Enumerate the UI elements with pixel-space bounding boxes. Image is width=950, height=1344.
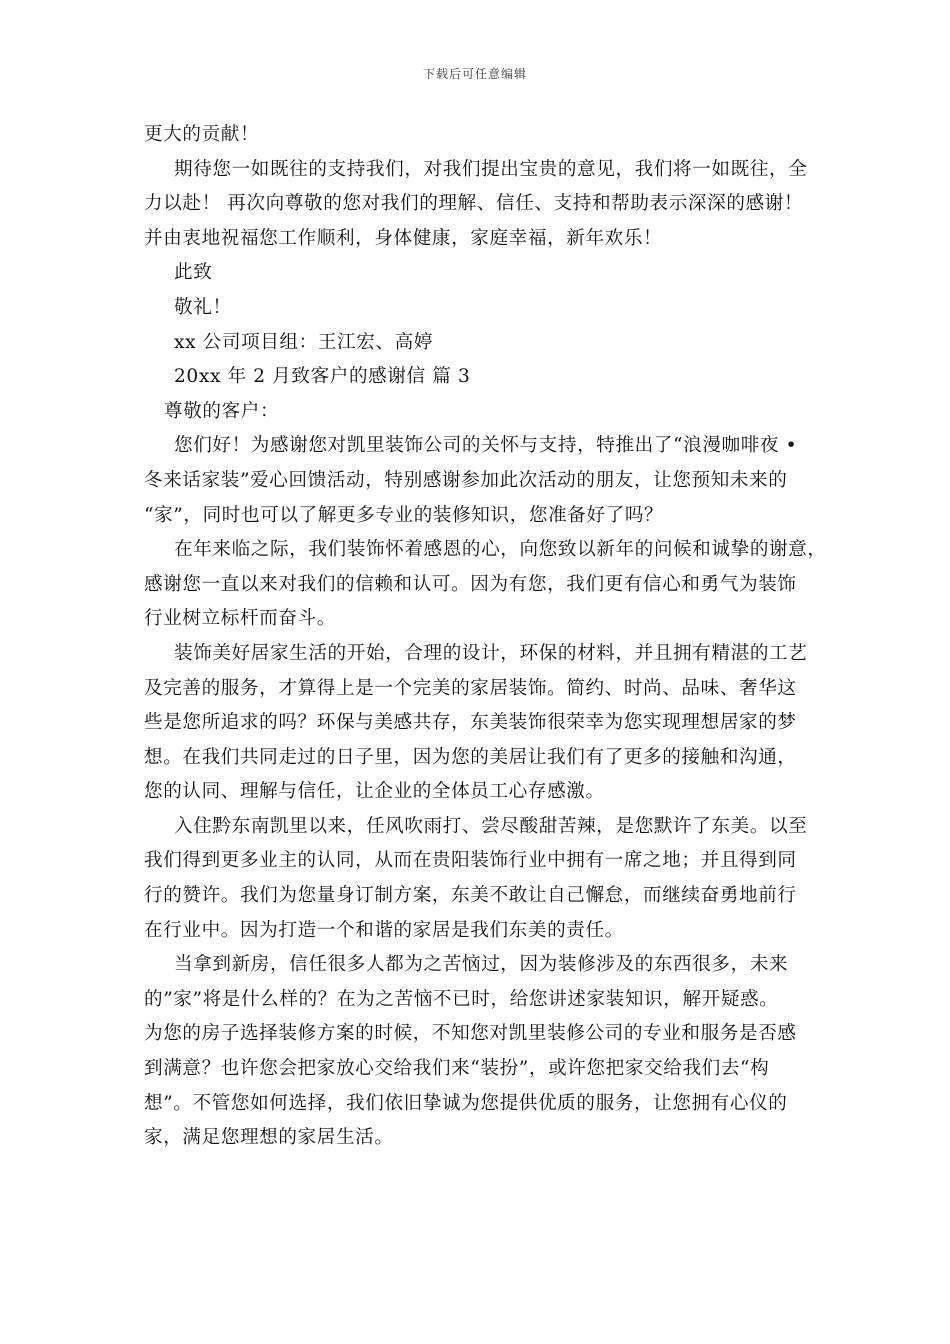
text-line: 行业树立标杆而奋斗。	[144, 608, 336, 630]
page-header: 下载后可任意编辑	[422, 67, 527, 81]
text-line: 您的认同、理解与信任，让企业的全体员工心存感激。	[144, 781, 605, 803]
text-line: 些是您所追求的吗？环保与美感共存，东美装饰很荣幸为您实现理想居家的梦	[144, 712, 797, 734]
text-line: “家”，同时也可以了解更多专业的装修知识，您准备好了吗？	[144, 504, 664, 526]
text-line: 的”家”将是什么样的？在为之苦恼不已时，给您讲述家装知识，解开疑惑。	[144, 988, 779, 1010]
text-line: 在行业中。因为打造一个和谐的家居是我们东美的责任。	[144, 919, 624, 941]
text-line: 更大的贡献！	[144, 124, 260, 145]
text-line: 力以赴！ 再次向尊敬的您对我们的理解、信任、支持和帮助表示深深的感谢！	[144, 193, 804, 215]
text-line: 当拿到新房，信任很多人都为之苦恼过，因为装修涉及的东西很多，未来	[174, 954, 789, 976]
text-line: 并由衷地祝福您工作顺利，身体健康，家庭幸福，新年欢乐！	[144, 227, 663, 249]
text-line: 想。在我们共同走过的日子里，因为您的美居让我们有了更多的接触和沟通，	[144, 746, 797, 768]
text-line: 期待您一如既往的支持我们，对我们提出宝贵的意见，我们将一如既往，全	[174, 158, 808, 180]
text-line: 此致	[174, 262, 213, 284]
text-line: 我们得到更多业主的认同，从而在贵阳装饰行业中拥有一席之地；并且得到同	[144, 850, 797, 872]
text-line: 行的赞许。我们为您量身订制方案，东美不敢让自己懈怠，而继续奋勇地前行	[144, 885, 797, 907]
text-line: 尊敬的客户：	[164, 400, 280, 422]
text-line: xx 公司项目组：王江宏、高婷	[174, 331, 434, 353]
text-line: 想”。不管您如何选择，我们依旧挚诚为您提供优质的服务，让您拥有心仪的	[144, 1092, 788, 1114]
text-line: 冬来话家装”爱心回馈活动，特别感谢参加此次活动的朋友，让您预知未来的	[144, 469, 788, 491]
text-line: 到满意？也许您会把家放心交给我们来“装扮”，或许您把家交给我们去“构	[144, 1058, 770, 1080]
text-line: 及完善的服务，才算得上是一个完美的家居装饰。简约、时尚、品味、奢华这	[144, 677, 797, 699]
text-line: 家，满足您理想的家居生活。	[144, 1127, 394, 1149]
text-line: 装饰美好居家生活的开始，合理的设计，环保的材料，并且拥有精湛的工艺	[174, 642, 808, 664]
text-line: 入住黔东南凯里以来，任风吹雨打、尝尽酸甜苦辣，是您默许了东美。以至	[174, 815, 808, 837]
text-line: 您们好！为感谢您对凯里装饰公司的关怀与支持，特推出了“浪漫咖啡夜 •	[174, 435, 798, 457]
text-line: 为您的房子选择装修方案的时候，不知您对凯里装修公司的专业和服务是否感	[144, 1023, 797, 1045]
text-line: 感谢您一直以来对我们的信赖和认可。因为有您，我们更有信心和勇气为装饰	[144, 573, 797, 595]
text-line: 敬礼！	[174, 296, 232, 318]
text-line: 在年来临之际，我们装饰怀着感恩的心，向您致以新年的问候和诚挚的谢意，	[174, 539, 827, 561]
document-body	[144, 118, 827, 1156]
text-line: 20xx 年 2 月致客户的感谢信 篇 3	[174, 366, 471, 388]
